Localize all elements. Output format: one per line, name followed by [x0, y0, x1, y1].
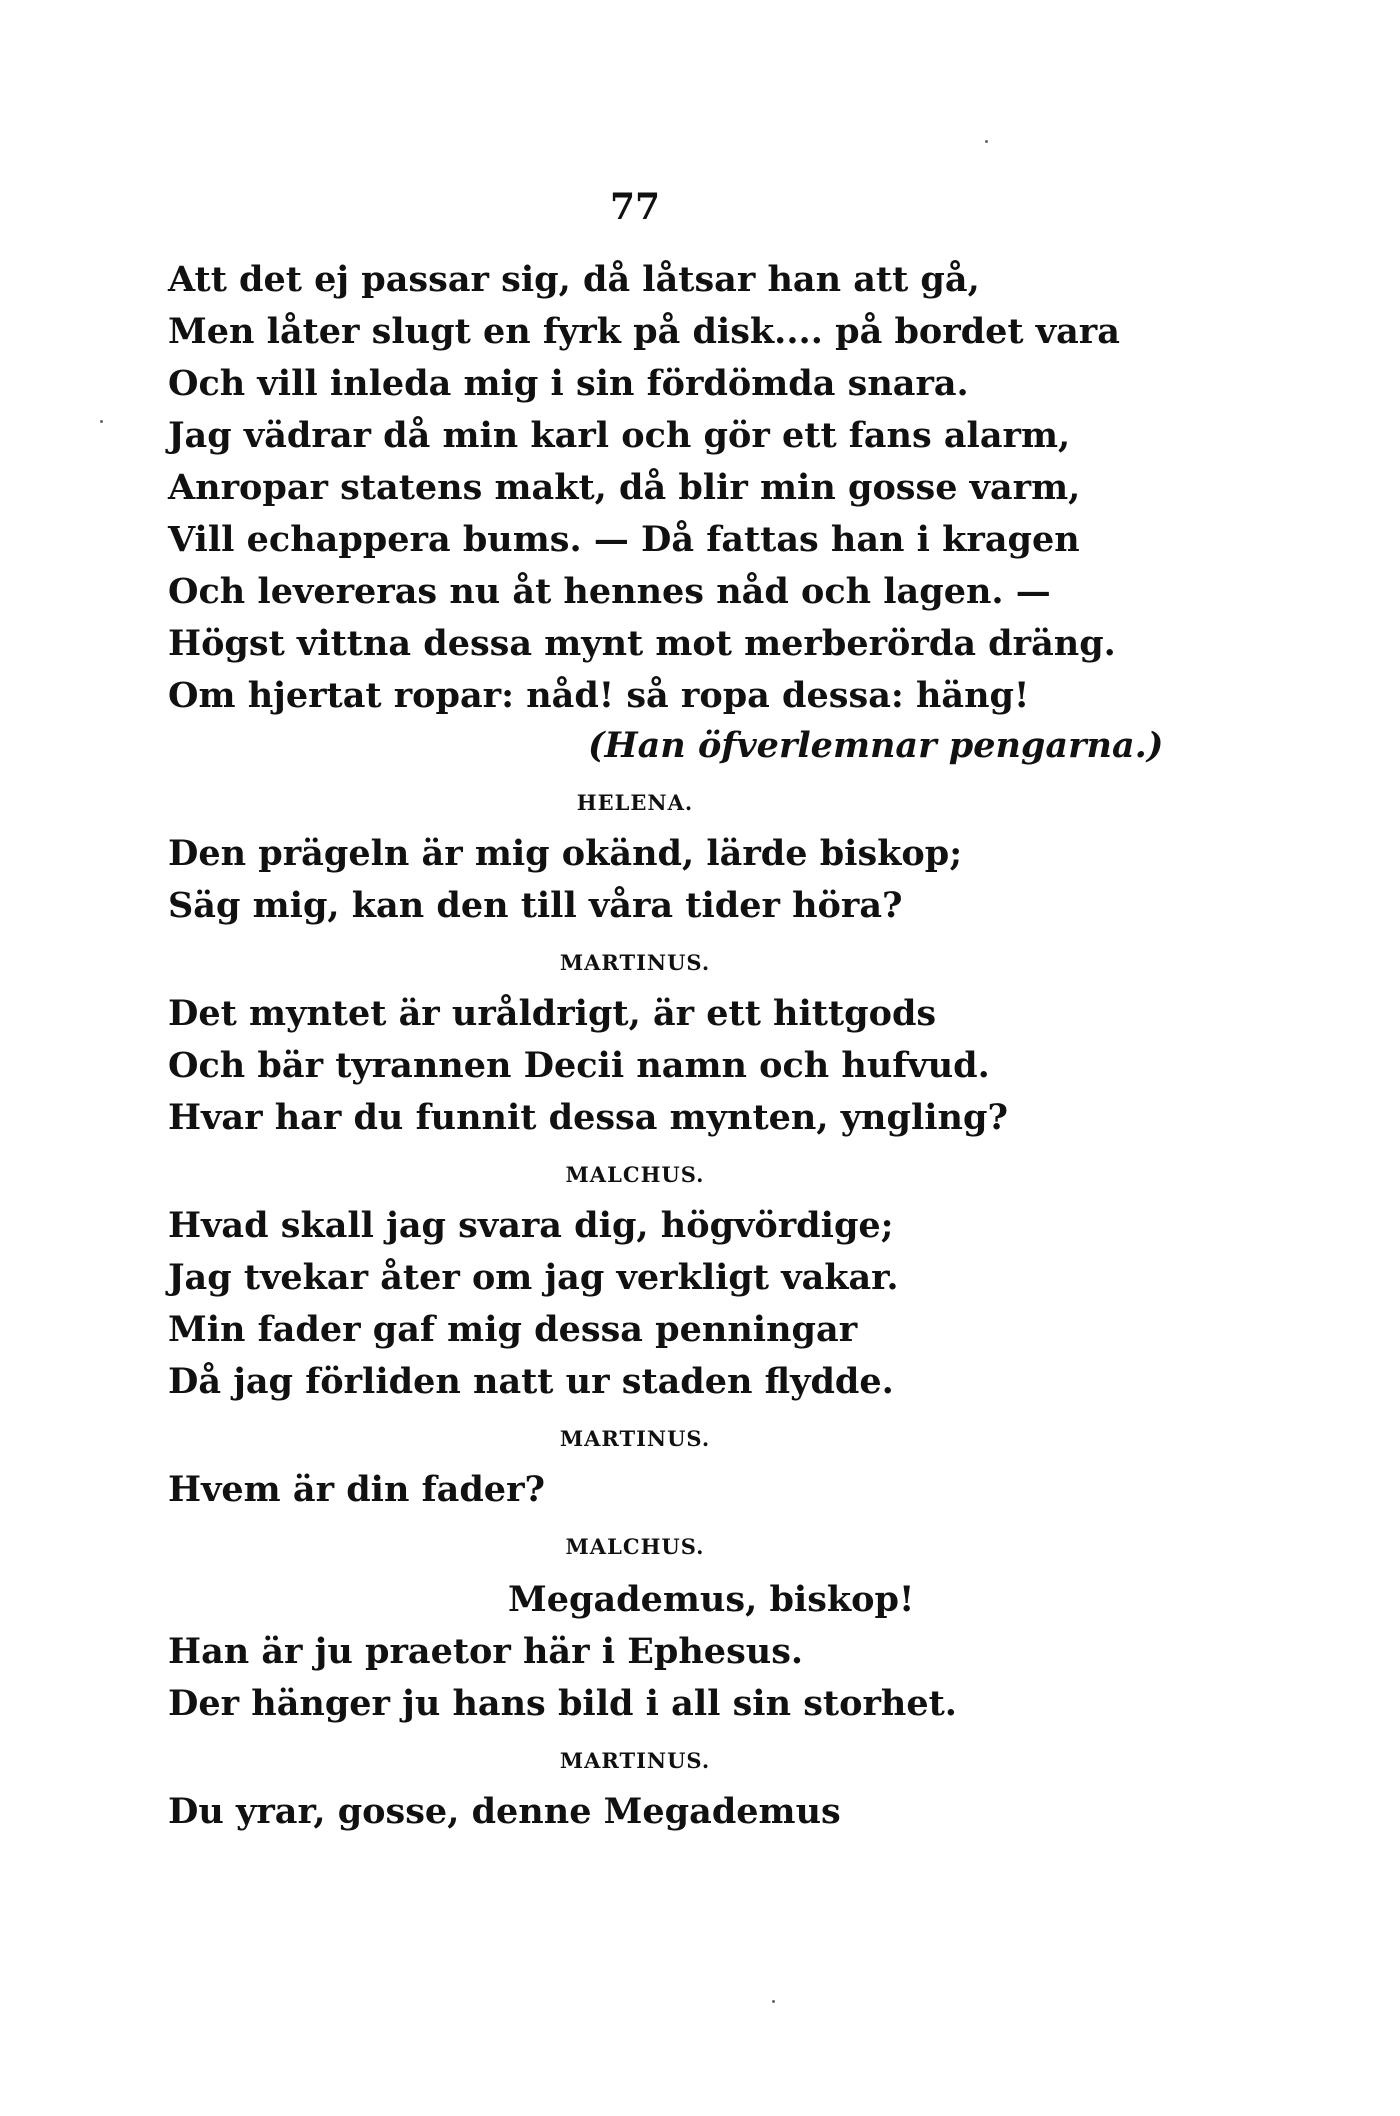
speaker-martinus: MARTINUS.	[559, 1748, 711, 1773]
speaker-malchus: MALCHUS.	[565, 1534, 705, 1559]
speaker-helena: HELENA.	[576, 790, 694, 815]
paper-speck	[100, 420, 103, 423]
speaker-malchus: MALCHUS.	[565, 1162, 705, 1187]
speaker-martinus: MARTINUS.	[559, 1426, 711, 1451]
verse-line-indented: Megademus, biskop!	[508, 1579, 915, 1620]
verse-line: Han är ju praetor här i Ephesus.	[168, 1631, 804, 1672]
stage-direction: (Han öfverlemnar pengarna.)	[588, 725, 1164, 766]
verse-line: Du yrar, gosse, denne Megademus	[168, 1791, 841, 1832]
verse-line: Om hjertat ropar: nåd! så ropa dessa: häng!	[168, 675, 1030, 716]
verse-line: Högst vittna dessa mynt mot merberörda dräng.	[168, 623, 1116, 664]
verse-line: Och bär tyrannen Decii namn och hufvud.	[168, 1045, 990, 1086]
verse-line: Vill echappera bums. — Då fattas han i kragen	[168, 519, 1080, 560]
verse-line: Jag tvekar åter om jag verkligt vakar.	[168, 1257, 899, 1298]
speaker-martinus: MARTINUS.	[559, 950, 711, 975]
verse-line: Då jag förliden natt ur staden flydde.	[168, 1361, 894, 1402]
verse-line: Jag vädrar då min karl och gör ett fans alarm,	[168, 415, 1071, 456]
verse-line: Det myntet är uråldrigt, är ett hittgods	[168, 993, 937, 1034]
page-number: 77	[609, 186, 661, 228]
verse-line: Hvad skall jag svara dig, högvördige;	[168, 1205, 894, 1246]
verse-line: Att det ej passar sig, då låtsar han att gå,	[168, 259, 980, 300]
verse-line: Och levereras nu åt hennes nåd och lagen. —	[168, 571, 1051, 612]
verse-line: Den prägeln är mig okänd, lärde biskop;	[168, 833, 963, 874]
verse-line: Hvar har du funnit dessa mynten, yngling?	[168, 1097, 1008, 1138]
verse-line: Och vill inleda mig i sin fördömda snara.	[168, 363, 969, 404]
paper-speck	[985, 140, 988, 143]
verse-line: Min fader gaf mig dessa penningar	[168, 1309, 858, 1350]
verse-line: Anropar statens makt, då blir min gosse varm,	[168, 467, 1081, 508]
verse-line: Hvem är din fader?	[168, 1469, 546, 1510]
verse-line: Der hänger ju hans bild i all sin storhet.	[168, 1683, 957, 1724]
verse-line: Säg mig, kan den till våra tider höra?	[168, 885, 903, 926]
verse-line: Men låter slugt en fyrk på disk.... på bordet vara	[168, 311, 1120, 352]
paper-speck	[772, 2000, 775, 2003]
